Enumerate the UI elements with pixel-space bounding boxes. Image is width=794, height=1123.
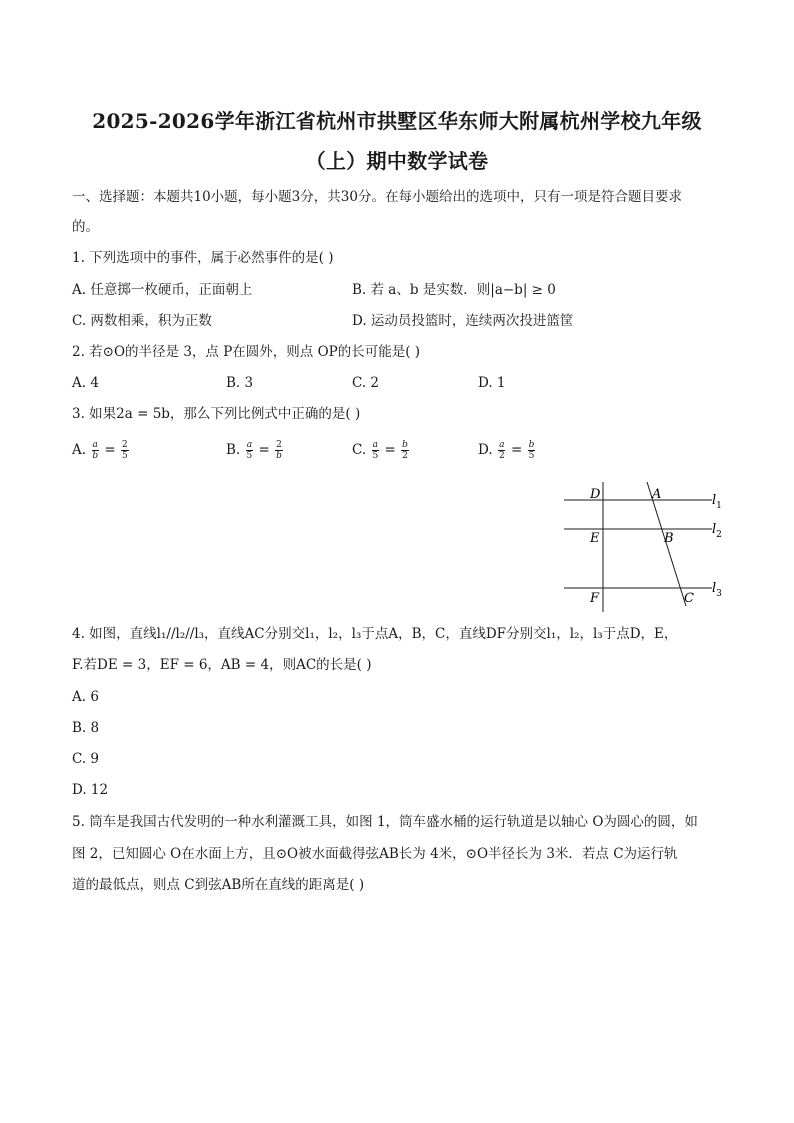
q3-d-right-fraction — [528, 440, 536, 461]
q3-b-left-fraction — [246, 440, 254, 461]
label-l1-sub: 1 — [716, 501, 722, 511]
q3-d-left-fraction — [498, 440, 506, 461]
q3-a-right-fraction — [121, 440, 129, 461]
frac-den: b — [92, 451, 99, 461]
q1-option-a: A. 任意掷一枚硬币，正面朝上 — [72, 282, 253, 298]
frac-num: b — [402, 440, 408, 450]
label-a: A — [652, 487, 662, 502]
label-d: D — [590, 487, 601, 502]
label-l2-sub: 2 — [716, 530, 722, 540]
exam-title-line1: 2025-2026学年浙江省杭州市拱墅区华东师大附属杭州学校九年级 — [92, 109, 702, 133]
frac-den: 2 — [498, 451, 505, 461]
q5-stem-line1: 5. 筒车是我国古代发明的一种水利灌溉工具，如图 1，筒车盛水桶的运行轨道是以轴心 O为圆心的圆，如 — [72, 814, 698, 830]
label-f: F — [590, 591, 600, 606]
frac-num: 2 — [122, 440, 128, 450]
frac-den: b — [276, 451, 282, 461]
q2-option-c: C. 2 — [352, 375, 380, 391]
section1-instructions-line1: 一、选择题：本题共10小题，每小题3分，共30分。在每小题给出的选项中，只有一项是符合题目要求 — [72, 189, 682, 205]
equals-sign: = — [104, 442, 116, 458]
q3-b-right-fraction — [275, 440, 283, 461]
frac-den: 5 — [372, 451, 379, 461]
q1-stem: 1. 下列选项中的事件，属于必然事件的是( ) — [72, 250, 334, 266]
label-l2-letter: l — [712, 522, 717, 537]
q5-stem-line2: 图 2，已知圆心 O在水面上方，且⊙O被水面截得弦AB长为 4米，⊙O半径长为 3米．若点 C为运行轨 — [72, 846, 678, 862]
q3-c-left-fraction — [371, 440, 379, 461]
q1-option-b: B. 若 a、b 是实数．则|a−b| ≥ 0 — [352, 282, 556, 298]
parallel-lines-figure — [556, 478, 736, 618]
frac-den: 5 — [122, 451, 128, 461]
q3-stem: 3. 如果2a = 5b，那么下列比例式中正确的是( ) — [72, 406, 361, 422]
label-l3-letter: l — [712, 581, 717, 596]
frac-num: a — [246, 440, 253, 450]
q3-option-c-label: C. — [352, 442, 371, 458]
q4-option-b: B. 8 — [72, 720, 100, 736]
label-b: B — [664, 531, 674, 546]
q4-option-a: A. 6 — [72, 689, 99, 705]
label-l3-sub: 3 — [716, 589, 722, 599]
equals-sign: = — [384, 442, 396, 458]
frac-num: a — [92, 440, 98, 450]
q4-option-d: D. 12 — [72, 782, 109, 798]
q3-option-a-label: A. — [72, 442, 91, 458]
frac-num: a — [499, 440, 505, 450]
section1-instructions-line2: 的。 — [72, 219, 99, 235]
equals-sign: = — [258, 442, 270, 458]
frac-den: 2 — [402, 451, 408, 461]
q3-a-left-fraction — [91, 440, 99, 461]
q2-stem: 2. 若⊙O的半径是 3，点 P在圆外，则点 OP的长可能是( ) — [72, 344, 421, 360]
equals-sign: = — [510, 442, 523, 458]
q2-option-d: D. 1 — [478, 375, 506, 391]
q1-option-d: D. 运动员投篮时，连续两次投进篮筐 — [352, 313, 574, 329]
q4-stem-line1: 4. 如图，直线l₁//l₂//l₃，直线AC分别交l₁，l₂，l₃于点A，B，C，直线DF分别交l₁，l₂，l₃于点D，E， — [72, 626, 678, 642]
frac-num: 2 — [276, 440, 282, 450]
frac-den: 5 — [246, 451, 253, 461]
label-e: E — [590, 531, 600, 546]
label-l2 — [712, 522, 722, 540]
q2-option-b: B. 3 — [226, 375, 254, 391]
q5-stem-line3: 道的最低点，则点 C到弦AB所在直线的距离是( ) — [72, 877, 365, 893]
label-c: C — [684, 591, 694, 606]
label-l1-letter: l — [712, 493, 717, 508]
exam-title-line2: （上）期中数学试卷 — [305, 149, 489, 173]
q3-option-d-label: D. — [478, 442, 497, 458]
q3-option-b — [226, 440, 284, 461]
q4-option-c: C. 9 — [72, 751, 100, 767]
q3-option-b-label: B. — [226, 442, 245, 458]
q2-option-a: A. 4 — [72, 375, 99, 391]
q3-option-d — [478, 440, 536, 461]
q3-option-a — [72, 440, 130, 461]
q4-stem-line2: F.若DE = 3，EF = 6，AB = 4，则AC的长是( ) — [72, 657, 372, 673]
frac-num: b — [528, 440, 535, 450]
q1-option-c: C. 两数相乘，积为正数 — [72, 313, 212, 329]
q3-option-c — [352, 440, 410, 461]
label-l1 — [712, 493, 722, 511]
label-l3 — [712, 581, 722, 599]
q3-c-right-fraction — [401, 440, 409, 461]
frac-den: 5 — [528, 451, 535, 461]
frac-num: a — [372, 440, 378, 450]
